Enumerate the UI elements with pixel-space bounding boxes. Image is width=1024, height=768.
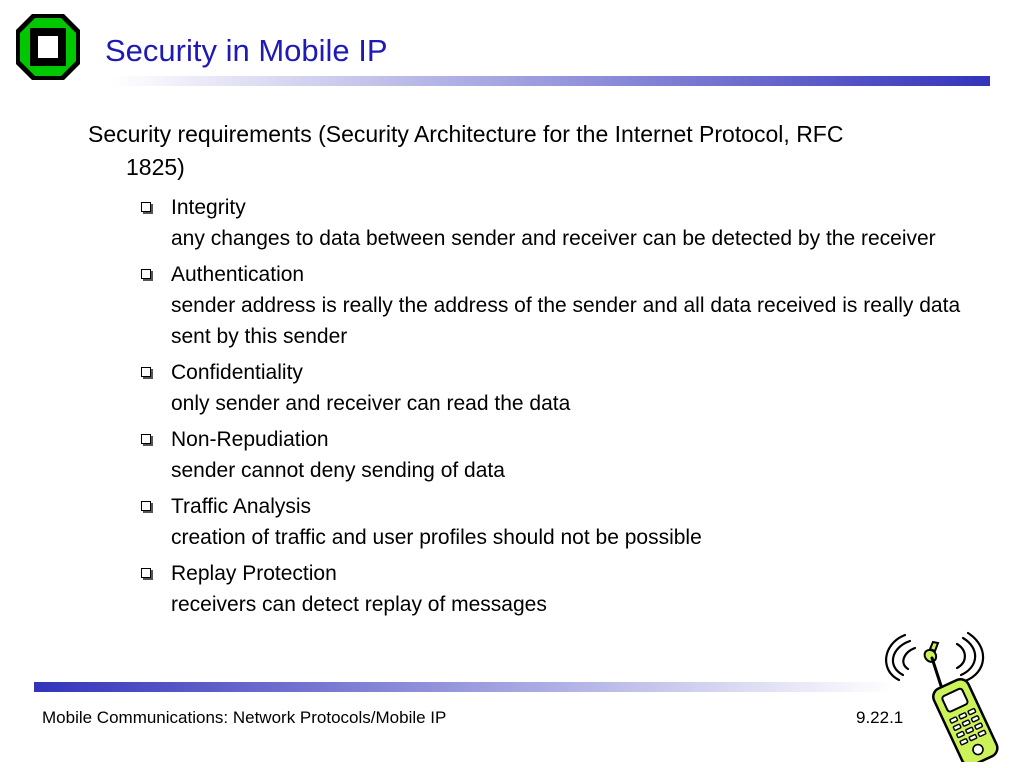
requirement-description: receivers can detect replay of messages bbox=[171, 593, 547, 616]
checkbox-bullet-icon bbox=[141, 568, 151, 578]
requirement-description: sender address is really the address of the sender and all data received is really data sent by this sender bbox=[171, 294, 961, 348]
requirement-description: creation of traffic and user profiles should not be possible bbox=[171, 526, 702, 549]
security-requirements-heading: Security requirements (Security Architecture for the Internet Protocol, RFC 1825) bbox=[88, 121, 844, 180]
requirement-title: Authentication bbox=[171, 263, 305, 286]
mobile-phone-clipart-icon bbox=[884, 630, 1014, 762]
requirement-title: Confidentiality bbox=[171, 361, 303, 384]
requirement-item-confidentiality bbox=[138, 357, 968, 419]
checkbox-bullet-icon bbox=[141, 501, 151, 511]
requirement-item-non-repudiation bbox=[138, 424, 968, 486]
checkbox-bullet-icon bbox=[141, 434, 151, 444]
requirement-item-integrity bbox=[138, 192, 968, 254]
requirement-description: any changes to data between sender and receiver can be detected by the receiver bbox=[171, 227, 936, 250]
slide-content bbox=[88, 118, 968, 625]
title-underline bbox=[112, 76, 990, 86]
university-logo-icon bbox=[16, 14, 80, 80]
requirement-item-authentication bbox=[138, 259, 968, 352]
footer-course-name: Mobile Communications: Network Protocols/Mobile IP bbox=[42, 708, 447, 727]
footer-slide-number: 9.22.1 bbox=[856, 708, 904, 727]
security-requirements-list bbox=[88, 192, 968, 620]
footer-divider bbox=[34, 682, 894, 692]
requirement-description: only sender and receiver can read the data bbox=[171, 392, 571, 415]
checkbox-bullet-icon bbox=[141, 367, 151, 377]
requirement-description: sender cannot deny sending of data bbox=[171, 459, 505, 482]
requirement-item-traffic-analysis bbox=[138, 491, 968, 553]
requirement-item-replay-protection bbox=[138, 558, 968, 620]
requirement-title: Integrity bbox=[171, 196, 246, 219]
slide-title: Security in Mobile IP bbox=[105, 33, 388, 68]
checkbox-bullet-icon bbox=[141, 202, 151, 212]
checkbox-bullet-icon bbox=[141, 269, 151, 279]
requirement-title: Non-Repudiation bbox=[171, 428, 329, 451]
requirement-title: Replay Protection bbox=[171, 562, 337, 585]
requirement-title: Traffic Analysis bbox=[171, 495, 312, 518]
